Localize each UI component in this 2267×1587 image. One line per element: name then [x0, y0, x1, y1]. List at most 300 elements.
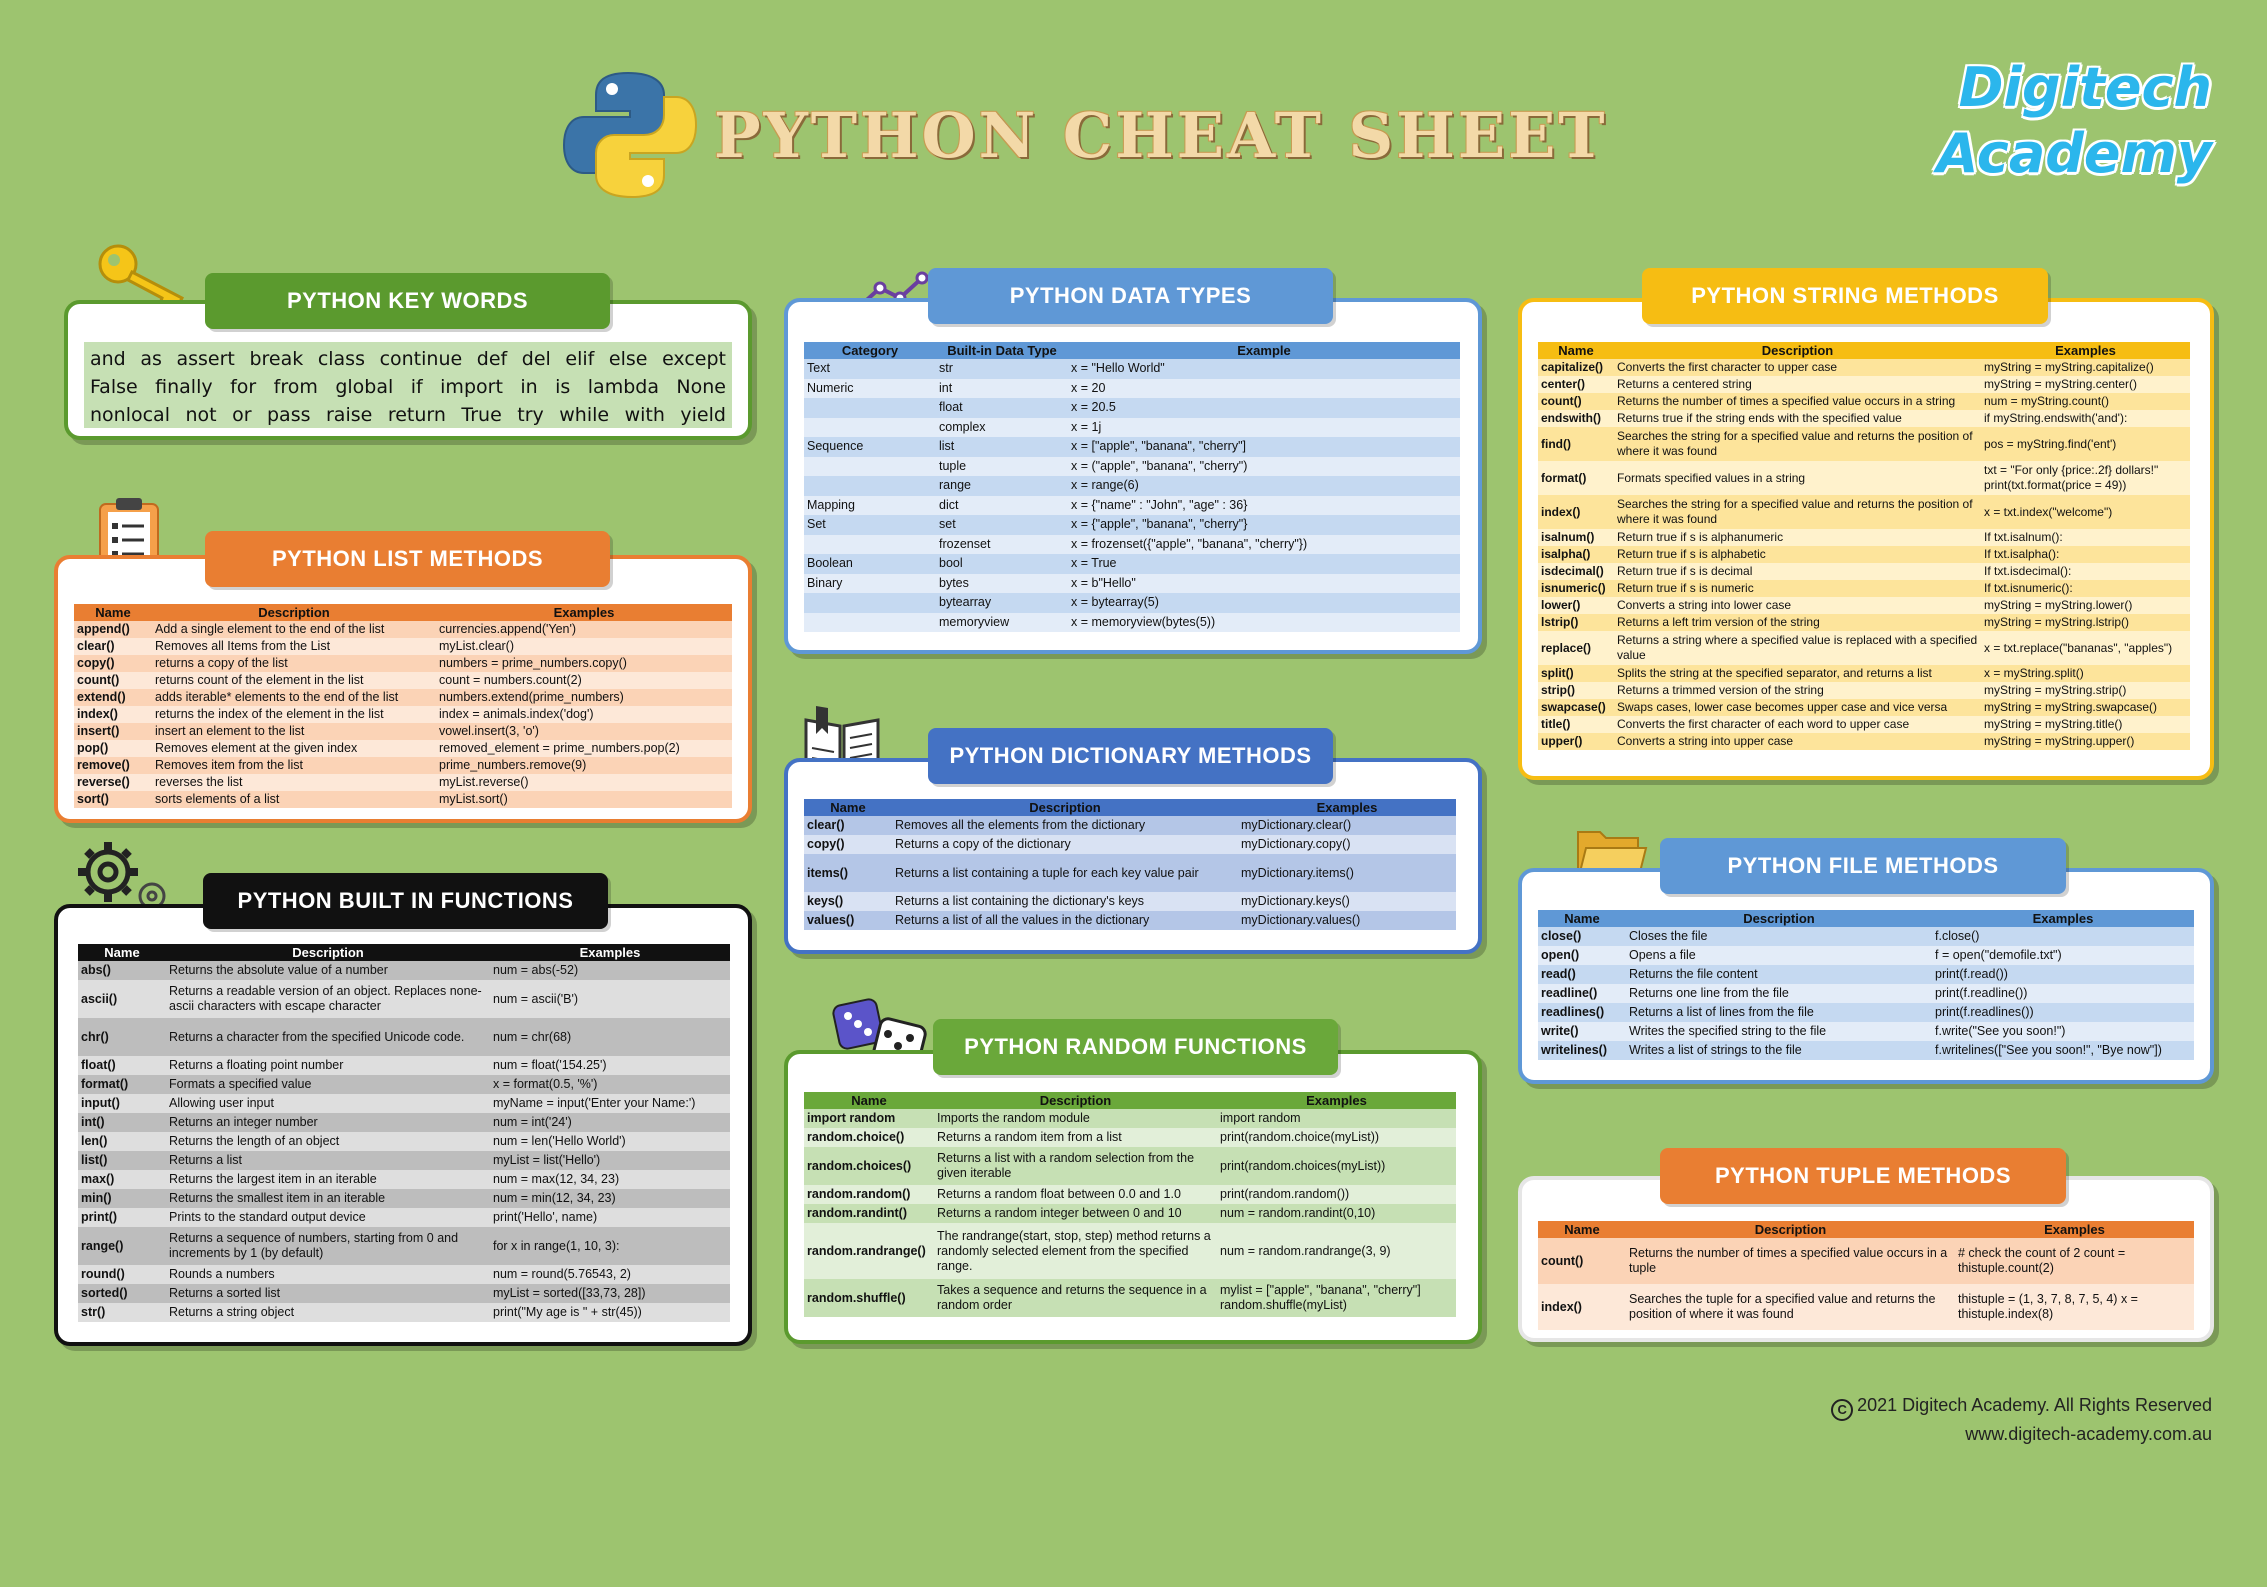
keyword: for: [230, 376, 257, 398]
cell-description: Returns a sorted list: [166, 1284, 490, 1303]
cell-example: import random: [1217, 1109, 1456, 1128]
cell-example: num = int('24'): [490, 1113, 730, 1132]
cell-name: copy(): [804, 835, 892, 854]
keyword: nonlocal: [90, 404, 170, 426]
table-row: [804, 535, 1460, 555]
cell-name: random.random(): [804, 1185, 934, 1204]
cell-description: Returns a list with a random selection from the given iterable: [934, 1147, 1217, 1185]
cell-name: abs(): [78, 961, 166, 980]
cell-name: index(): [1538, 495, 1614, 529]
cell-name: values(): [804, 911, 892, 930]
cell-description: reverses the list: [152, 774, 436, 791]
string-methods-title: PYTHON STRING METHODS: [1642, 268, 2048, 324]
table-header-row: [78, 944, 730, 961]
cell-name: format(): [1538, 461, 1614, 495]
table-row: [78, 1094, 730, 1113]
column-header: Name: [804, 1092, 934, 1109]
cell-example: x = range(6): [1068, 476, 1460, 496]
cell-name: clear(): [74, 638, 152, 655]
keyword: while: [559, 404, 610, 426]
cell-description: Converts the first character of each word to upper case: [1614, 716, 1981, 733]
cell-name: input(): [78, 1094, 166, 1113]
cell-example: f = open("demofile.txt"): [1932, 946, 2194, 965]
cell-name: close(): [1538, 927, 1626, 946]
cell-description: Returns a trimmed version of the string: [1614, 682, 1981, 699]
table-row: [804, 1223, 1456, 1279]
cell-example: x = ["apple", "banana", "cherry"]: [1068, 437, 1460, 457]
cell-description: Returns a list of lines from the file: [1626, 1003, 1932, 1022]
cell-name: isdecimal(): [1538, 563, 1614, 580]
cell-name: range(): [78, 1227, 166, 1265]
keyword: False: [90, 376, 138, 398]
cell-name: append(): [74, 621, 152, 638]
cell-description: Searches the string for a specified value and returns the position of where it was found: [1614, 495, 1981, 529]
cell-example: myDictionary.clear(): [1238, 816, 1456, 835]
table-row: [804, 476, 1460, 496]
footer: [1831, 1392, 2212, 1447]
cell-name: index(): [74, 706, 152, 723]
cell-name: read(): [1538, 965, 1626, 984]
random-functions-table: [804, 1092, 1456, 1317]
cell-description: Prints to the standard output device: [166, 1208, 490, 1227]
table-row: [1538, 965, 2194, 984]
column-header: Description: [1626, 1221, 1955, 1238]
cell-name: swapcase(): [1538, 699, 1614, 716]
cell-example: num = round(5.76543, 2): [490, 1265, 730, 1284]
cell-name: max(): [78, 1170, 166, 1189]
cell-name: [804, 398, 936, 418]
cell-name: format(): [78, 1075, 166, 1094]
keyword: yield: [680, 404, 726, 426]
cell-example: f.write("See you soon!"): [1932, 1022, 2194, 1041]
cell-description: Imports the random module: [934, 1109, 1217, 1128]
table-row: [804, 1185, 1456, 1204]
table-row: [1538, 682, 2190, 699]
file-methods-table: [1538, 910, 2194, 1060]
table-row: [804, 892, 1456, 911]
cell-description: Returns a readable version of an object. Replaces none-ascii characters with escape character: [166, 980, 490, 1018]
cell-name: len(): [78, 1132, 166, 1151]
table-row: [804, 554, 1460, 574]
cell-name: readlines(): [1538, 1003, 1626, 1022]
cell-name: capitalize(): [1538, 359, 1614, 376]
table-row: [804, 398, 1460, 418]
table-row: [1538, 376, 2190, 393]
table-row: [804, 359, 1460, 379]
cell-description: Returns a list containing the dictionary's keys: [892, 892, 1238, 911]
table-row: [1538, 733, 2190, 750]
column-header: Description: [152, 604, 436, 621]
cell-example: myName = input('Enter your Name:'): [490, 1094, 730, 1113]
table-row: [1538, 716, 2190, 733]
cell-example: If txt.isalnum():: [1981, 529, 2190, 546]
cell-name: random.choices(): [804, 1147, 934, 1185]
cell-example: x = memoryview(bytes(5)): [1068, 613, 1460, 633]
table-row: [78, 1284, 730, 1303]
data-types-title: PYTHON DATA TYPES: [928, 268, 1333, 324]
table-row: [1538, 665, 2190, 682]
keyword: from: [273, 376, 318, 398]
cell-description: returns the index of the element in the list: [152, 706, 436, 723]
table-row: [1538, 580, 2190, 597]
cell-name: insert(): [74, 723, 152, 740]
cell-example: print(random.choices(myList)): [1217, 1147, 1456, 1185]
table-row: [804, 613, 1460, 633]
cell-example: print(f.readlines()): [1932, 1003, 2194, 1022]
table-row: [74, 621, 732, 638]
column-header: Examples: [1981, 342, 2190, 359]
cell-example: myDictionary.copy(): [1238, 835, 1456, 854]
cell-description: Formats a specified value: [166, 1075, 490, 1094]
cell-name: float(): [78, 1056, 166, 1075]
cell-name: clear(): [804, 816, 892, 835]
cell-name: Boolean: [804, 554, 936, 574]
cell-description: Returns a copy of the dictionary: [892, 835, 1238, 854]
dict-methods-table: [804, 799, 1456, 930]
table-row: [1538, 614, 2190, 631]
keyword: None: [676, 376, 726, 398]
cell-example: num = len('Hello World'): [490, 1132, 730, 1151]
cell-name: count(): [74, 672, 152, 689]
cell-name: items(): [804, 854, 892, 892]
cell-name: Sequence: [804, 437, 936, 457]
table-row: [1538, 1041, 2194, 1060]
column-header: Description: [166, 944, 490, 961]
column-header: Example: [1068, 342, 1460, 359]
cell-name: count(): [1538, 393, 1614, 410]
cell-name: Text: [804, 359, 936, 379]
column-header: Name: [1538, 910, 1626, 927]
column-header: Description: [1626, 910, 1932, 927]
copyright-line: [1831, 1392, 2212, 1421]
cell-name: copy(): [74, 655, 152, 672]
cell-example: currencies.append('Yen'): [436, 621, 732, 638]
cell-example: myString = myString.strip(): [1981, 682, 2190, 699]
cell-example: x = True: [1068, 554, 1460, 574]
cell-description: returns a copy of the list: [152, 655, 436, 672]
cell-name: print(): [78, 1208, 166, 1227]
cell-description: Takes a sequence and returns the sequence in a random order: [934, 1279, 1217, 1317]
table-row: [74, 791, 732, 808]
cell-description: Returns an integer number: [166, 1113, 490, 1132]
cell-example: num = abs(-52): [490, 961, 730, 980]
data-types-table: [804, 342, 1460, 632]
header: [560, 60, 1607, 210]
cell-name: isalpha(): [1538, 546, 1614, 563]
column-header: Examples: [1932, 910, 2194, 927]
random-functions-title: PYTHON RANDOM FUNCTIONS: [933, 1019, 1338, 1075]
cell-name: [804, 457, 936, 477]
cell-description: The randrange(start, stop, step) method returns a randomly selected element from the specified range.: [934, 1223, 1217, 1279]
table-row: [78, 1075, 730, 1094]
cell-example: x = bytearray(5): [1068, 593, 1460, 613]
table-header-row: [1538, 342, 2190, 359]
dict-methods-title: PYTHON DICTIONARY METHODS: [928, 728, 1333, 784]
table-row: [1538, 1003, 2194, 1022]
table-row: [78, 1170, 730, 1189]
column-header: Name: [804, 799, 892, 816]
keywords-box: [84, 342, 732, 428]
cell-description: Returns one line from the file: [1626, 984, 1932, 1003]
cell-name: Mapping: [804, 496, 936, 516]
table-row: [804, 835, 1456, 854]
cell-description: str: [936, 359, 1068, 379]
keyword: raise: [326, 404, 373, 426]
string-methods-table: [1538, 342, 2190, 750]
cell-name: sort(): [74, 791, 152, 808]
column-header: Examples: [436, 604, 732, 621]
table-row: [804, 911, 1456, 930]
cell-example: myDictionary.items(): [1238, 854, 1456, 892]
cell-example: num = random.randint(0,10): [1217, 1204, 1456, 1223]
keyword: try: [517, 404, 544, 426]
cell-name: random.shuffle(): [804, 1279, 934, 1317]
table-row: [78, 1056, 730, 1075]
cell-example: if myString.endswith('and'):: [1981, 410, 2190, 427]
cell-description: Return true if s is numeric: [1614, 580, 1981, 597]
cell-example: thistuple = (1, 3, 7, 8, 7, 5, 4) x = thistuple.index(8): [1955, 1284, 2194, 1330]
cell-description: Returns a list: [166, 1151, 490, 1170]
cell-example: myDictionary.keys(): [1238, 892, 1456, 911]
cell-description: Returns a list containing a tuple for each key value pair: [892, 854, 1238, 892]
table-row: [804, 854, 1456, 892]
brand-logo: [1937, 55, 2212, 187]
cell-example: num = myString.count(): [1981, 393, 2190, 410]
cell-example: num = max(12, 34, 23): [490, 1170, 730, 1189]
keywords-row: [90, 345, 726, 373]
cell-example: num = random.randrange(3, 9): [1217, 1223, 1456, 1279]
cell-description: Converts a string into lower case: [1614, 597, 1981, 614]
cell-example: x = 20.5: [1068, 398, 1460, 418]
cell-example: x = b"Hello": [1068, 574, 1460, 594]
cell-example: for x in range(1, 10, 3):: [490, 1227, 730, 1265]
keyword: and: [90, 348, 126, 370]
cell-example: # check the count of 2 count = thistuple.count(2): [1955, 1238, 2194, 1284]
cell-description: range: [936, 476, 1068, 496]
cell-name: random.randint(): [804, 1204, 934, 1223]
cell-description: Removes item from the list: [152, 757, 436, 774]
cell-description: adds iterable* elements to the end of the list: [152, 689, 436, 706]
cell-description: Closes the file: [1626, 927, 1932, 946]
cell-name: round(): [78, 1265, 166, 1284]
cell-description: Returns a string object: [166, 1303, 490, 1322]
brand-line-1: Digitech: [1958, 56, 2212, 119]
cell-example: count = numbers.count(2): [436, 672, 732, 689]
column-header: Name: [74, 604, 152, 621]
table-row: [1538, 1284, 2194, 1330]
cell-example: x = 20: [1068, 379, 1460, 399]
cell-description: Returns a string where a specified value is replaced with a specified value: [1614, 631, 1981, 665]
cell-description: insert an element to the list: [152, 723, 436, 740]
keyword: finally: [155, 376, 213, 398]
cell-example: myString = myString.lower(): [1981, 597, 2190, 614]
cell-example: If txt.isnumeric():: [1981, 580, 2190, 597]
cell-example: num = ascii('B'): [490, 980, 730, 1018]
column-header: Examples: [1955, 1221, 2194, 1238]
cell-example: x = "Hello World": [1068, 359, 1460, 379]
keyword: pass: [267, 404, 311, 426]
cell-example: print("My age is " + str(45)): [490, 1303, 730, 1322]
cell-description: complex: [936, 418, 1068, 438]
cell-example: print(f.read()): [1932, 965, 2194, 984]
tuple-methods-title: PYTHON TUPLE METHODS: [1660, 1148, 2066, 1204]
table-row: [1538, 1238, 2194, 1284]
cell-example: myString = myString.lstrip(): [1981, 614, 2190, 631]
table-row: [804, 1147, 1456, 1185]
column-header: Examples: [1217, 1092, 1456, 1109]
cell-description: Returns a sequence of numbers, starting from 0 and increments by 1 (by default): [166, 1227, 490, 1265]
cell-name: replace(): [1538, 631, 1614, 665]
cell-name: chr(): [78, 1018, 166, 1056]
cell-example: print('Hello', name): [490, 1208, 730, 1227]
keyword: import: [440, 376, 503, 398]
cell-example: myList = list('Hello'): [490, 1151, 730, 1170]
keyword: in: [520, 376, 538, 398]
table-row: [1538, 461, 2190, 495]
cell-description: Opens a file: [1626, 946, 1932, 965]
cell-description: Returns the number of times a specified value occurs in a tuple: [1626, 1238, 1955, 1284]
cell-description: list: [936, 437, 1068, 457]
table-row: [804, 816, 1456, 835]
cell-description: Swaps cases, lower case becomes upper case and vice versa: [1614, 699, 1981, 716]
cell-example: index = animals.index('dog'): [436, 706, 732, 723]
table-row: [74, 706, 732, 723]
cell-name: sorted(): [78, 1284, 166, 1303]
cell-example: print(random.choice(myList)): [1217, 1128, 1456, 1147]
table-row: [1538, 410, 2190, 427]
cell-description: Add a single element to the end of the list: [152, 621, 436, 638]
table-row: [74, 774, 732, 791]
website-url[interactable]: www.digitech-academy.com.au: [1965, 1424, 2212, 1444]
keyword: global: [335, 376, 394, 398]
cell-name: ascii(): [78, 980, 166, 1018]
keyword: except: [662, 348, 726, 370]
cell-name: Set: [804, 515, 936, 535]
cell-name: Binary: [804, 574, 936, 594]
cell-example: myString = myString.upper(): [1981, 733, 2190, 750]
table-row: [78, 961, 730, 980]
cell-description: Allowing user input: [166, 1094, 490, 1113]
cell-description: Returns true if the string ends with the specified value: [1614, 410, 1981, 427]
table-row: [78, 1265, 730, 1284]
cell-example: f.writelines(["See you soon!", "Bye now"]): [1932, 1041, 2194, 1060]
keyword: elif: [565, 348, 595, 370]
keyword: return: [387, 404, 446, 426]
cell-example: myString = myString.title(): [1981, 716, 2190, 733]
cell-name: [804, 535, 936, 555]
cell-description: Removes all the elements from the dictionary: [892, 816, 1238, 835]
cell-example: myList.sort(): [436, 791, 732, 808]
table-row: [1538, 529, 2190, 546]
table-row: [804, 418, 1460, 438]
keyword: break: [249, 348, 304, 370]
cell-example: prime_numbers.remove(9): [436, 757, 732, 774]
brand-line-2: Academy: [1936, 122, 2212, 185]
column-header: Name: [78, 944, 166, 961]
cell-name: index(): [1538, 1284, 1626, 1330]
table-row: [1538, 359, 2190, 376]
table-header-row: [804, 1092, 1456, 1109]
cell-example: num = min(12, 34, 23): [490, 1189, 730, 1208]
table-row: [74, 757, 732, 774]
keyword: continue: [379, 348, 463, 370]
cell-description: Returns a random item from a list: [934, 1128, 1217, 1147]
cell-example: numbers = prime_numbers.copy(): [436, 655, 732, 672]
cell-description: Return true if s is alphabetic: [1614, 546, 1981, 563]
table-row: [78, 1018, 730, 1056]
cell-name: random.randrange(): [804, 1223, 934, 1279]
cell-example: x = myString.split(): [1981, 665, 2190, 682]
cell-description: Removes all Items from the List: [152, 638, 436, 655]
keywords-row: [90, 373, 726, 401]
cell-example: x = txt.replace("bananas", "apples"): [1981, 631, 2190, 665]
cell-example: num = chr(68): [490, 1018, 730, 1056]
cell-name: reverse(): [74, 774, 152, 791]
cell-description: Returns a character from the specified Unicode code.: [166, 1018, 490, 1056]
cell-description: bytes: [936, 574, 1068, 594]
cell-name: [804, 613, 936, 633]
column-header: Description: [934, 1092, 1217, 1109]
cell-example: removed_element = prime_numbers.pop(2): [436, 740, 732, 757]
cell-description: Returns the absolute value of a number: [166, 961, 490, 980]
cell-example: If txt.isalpha():: [1981, 546, 2190, 563]
cell-description: Returns the number of times a specified value occurs in a string: [1614, 393, 1981, 410]
cell-description: Searches the string for a specified value and returns the position of where it was found: [1614, 427, 1981, 461]
cell-name: upper(): [1538, 733, 1614, 750]
cell-description: bytearray: [936, 593, 1068, 613]
keyword: lambda: [587, 376, 659, 398]
table-row: [78, 1113, 730, 1132]
cell-example: If txt.isdecimal():: [1981, 563, 2190, 580]
table-row: [804, 457, 1460, 477]
cell-name: writelines(): [1538, 1041, 1626, 1060]
cell-example: myDictionary.values(): [1238, 911, 1456, 930]
cell-description: Return true if s is decimal: [1614, 563, 1981, 580]
table-row: [1538, 427, 2190, 461]
table-row: [1538, 927, 2194, 946]
keyword: or: [232, 404, 252, 426]
keyword: is: [555, 376, 571, 398]
keywords-title: PYTHON KEY WORDS: [205, 273, 610, 329]
cell-name: strip(): [1538, 682, 1614, 699]
cell-name: isalnum(): [1538, 529, 1614, 546]
cell-description: Rounds a numbers: [166, 1265, 490, 1284]
cell-example: txt = "For only {price:.2f} dollars!" print(txt.format(price = 49)): [1981, 461, 2190, 495]
cell-description: Writes the specified string to the file: [1626, 1022, 1932, 1041]
keyword: if: [410, 376, 423, 398]
column-header: Built-in Data Type: [936, 342, 1068, 359]
cell-description: Returns the largest item in an iterable: [166, 1170, 490, 1189]
cell-name: count(): [1538, 1238, 1626, 1284]
cell-name: title(): [1538, 716, 1614, 733]
cell-name: center(): [1538, 376, 1614, 393]
table-header-row: [74, 604, 732, 621]
table-header-row: [804, 342, 1460, 359]
keyword: else: [608, 348, 648, 370]
cell-example: myList = sorted([33,73, 28]): [490, 1284, 730, 1303]
cell-example: x = ("apple", "banana", "cherry"): [1068, 457, 1460, 477]
cell-description: set: [936, 515, 1068, 535]
table-row: [1538, 597, 2190, 614]
cell-description: Returns the smallest item in an iterable: [166, 1189, 490, 1208]
cell-name: str(): [78, 1303, 166, 1322]
table-row: [804, 1204, 1456, 1223]
cell-description: Returns the length of an object: [166, 1132, 490, 1151]
cell-name: remove(): [74, 757, 152, 774]
table-row: [1538, 393, 2190, 410]
table-row: [804, 496, 1460, 516]
cell-name: [804, 418, 936, 438]
